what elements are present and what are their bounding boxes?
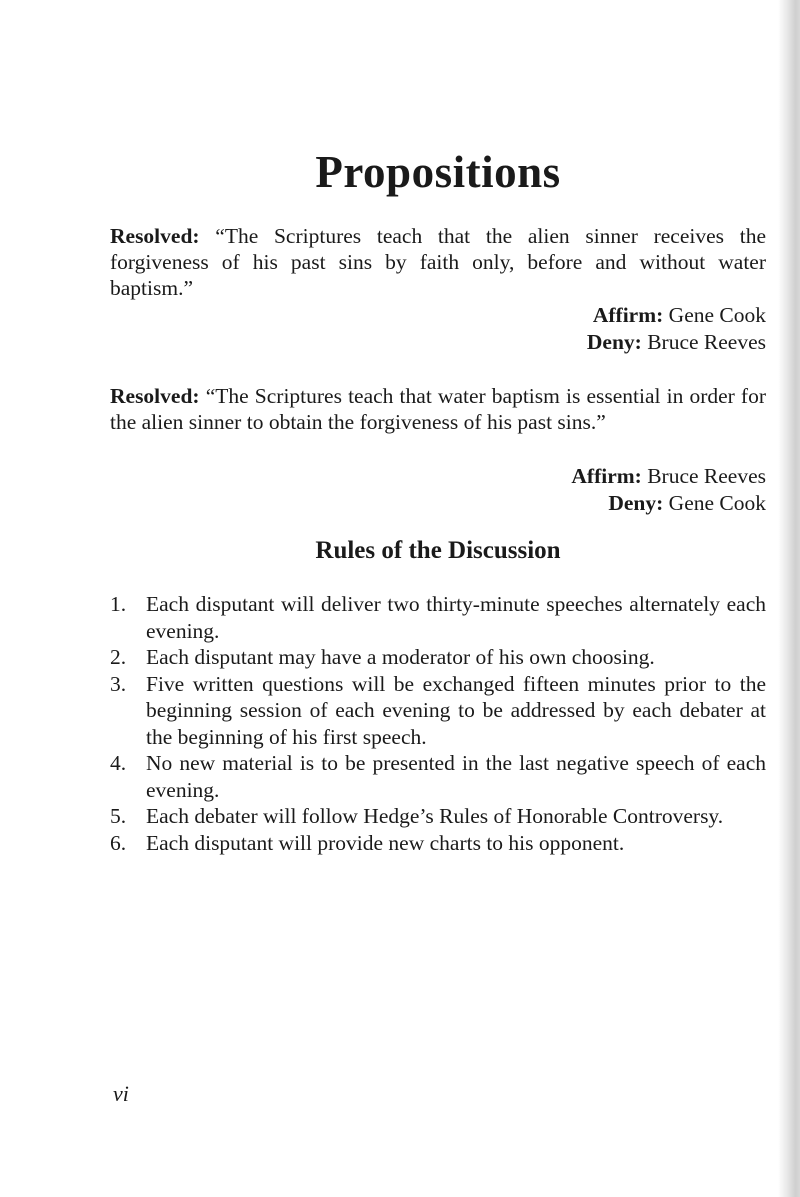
deny-line	[366, 490, 766, 517]
deny-name: Gene Cook	[663, 491, 766, 515]
rule-item	[110, 591, 766, 644]
rule-text: Each disputant will provide new charts to his opponent.	[146, 830, 625, 855]
affirm-line	[366, 463, 766, 490]
proposition-text: “The Scriptures teach that water baptism is essential in order for the alien sinner to obtain the forgiveness of his past sins.”	[110, 384, 766, 434]
deny-label: Deny:	[608, 491, 664, 515]
affirm-name: Bruce Reeves	[641, 464, 766, 488]
rule-item	[110, 830, 766, 857]
rule-number: 1.	[110, 592, 127, 616]
page-number: vi	[113, 1081, 129, 1106]
rule-item	[110, 803, 766, 830]
rule-number: 4.	[110, 751, 127, 775]
rule-text: Each disputant may have a moderator of his own choosing.	[146, 645, 655, 669]
page-title: Propositions	[315, 147, 561, 197]
affirm-name: Gene Cook	[663, 303, 766, 327]
rule-item	[110, 671, 766, 751]
resolved-label: Resolved:	[110, 384, 200, 408]
rule-number: 5.	[110, 804, 127, 828]
proposition-2-sides	[366, 463, 766, 517]
deny-name: Bruce Reeves	[641, 330, 766, 354]
rule-text: No new material is to be presented in the last negative speech of each evening.	[146, 751, 766, 802]
page-binding-edge	[778, 0, 800, 1197]
rule-number: 3.	[110, 671, 127, 696]
affirm-label: Affirm:	[571, 464, 642, 488]
rule-text: Five written questions will be exchanged fifteen minutes prior to the beginning session of each evening to be addressed by each debater at the beginning of his first speech.	[146, 671, 766, 749]
rule-item	[110, 644, 766, 671]
rule-number: 6.	[110, 830, 127, 855]
proposition-1-statement	[110, 223, 766, 301]
proposition-2-statement	[110, 383, 766, 435]
rule-number: 2.	[110, 645, 127, 669]
rule-text: Each disputant will deliver two thirty-minute speeches alternately each evening.	[146, 592, 766, 643]
rules-list	[110, 591, 766, 856]
rule-item	[110, 750, 766, 803]
resolved-label: Resolved:	[110, 224, 200, 248]
rule-text: Each debater will follow Hedge’s Rules of Honorable Controversy.	[146, 804, 724, 828]
affirm-label: Affirm:	[592, 303, 664, 327]
proposition-text: “The Scriptures teach that the alien sinner receives the forgiveness of his past sins by faith only, before and without water baptism.”	[110, 224, 766, 300]
affirm-line	[366, 302, 766, 329]
proposition-1-sides	[366, 302, 766, 356]
deny-line	[366, 329, 766, 356]
rules-heading: Rules of the Discussion	[315, 537, 561, 564]
deny-label: Deny:	[586, 330, 642, 354]
